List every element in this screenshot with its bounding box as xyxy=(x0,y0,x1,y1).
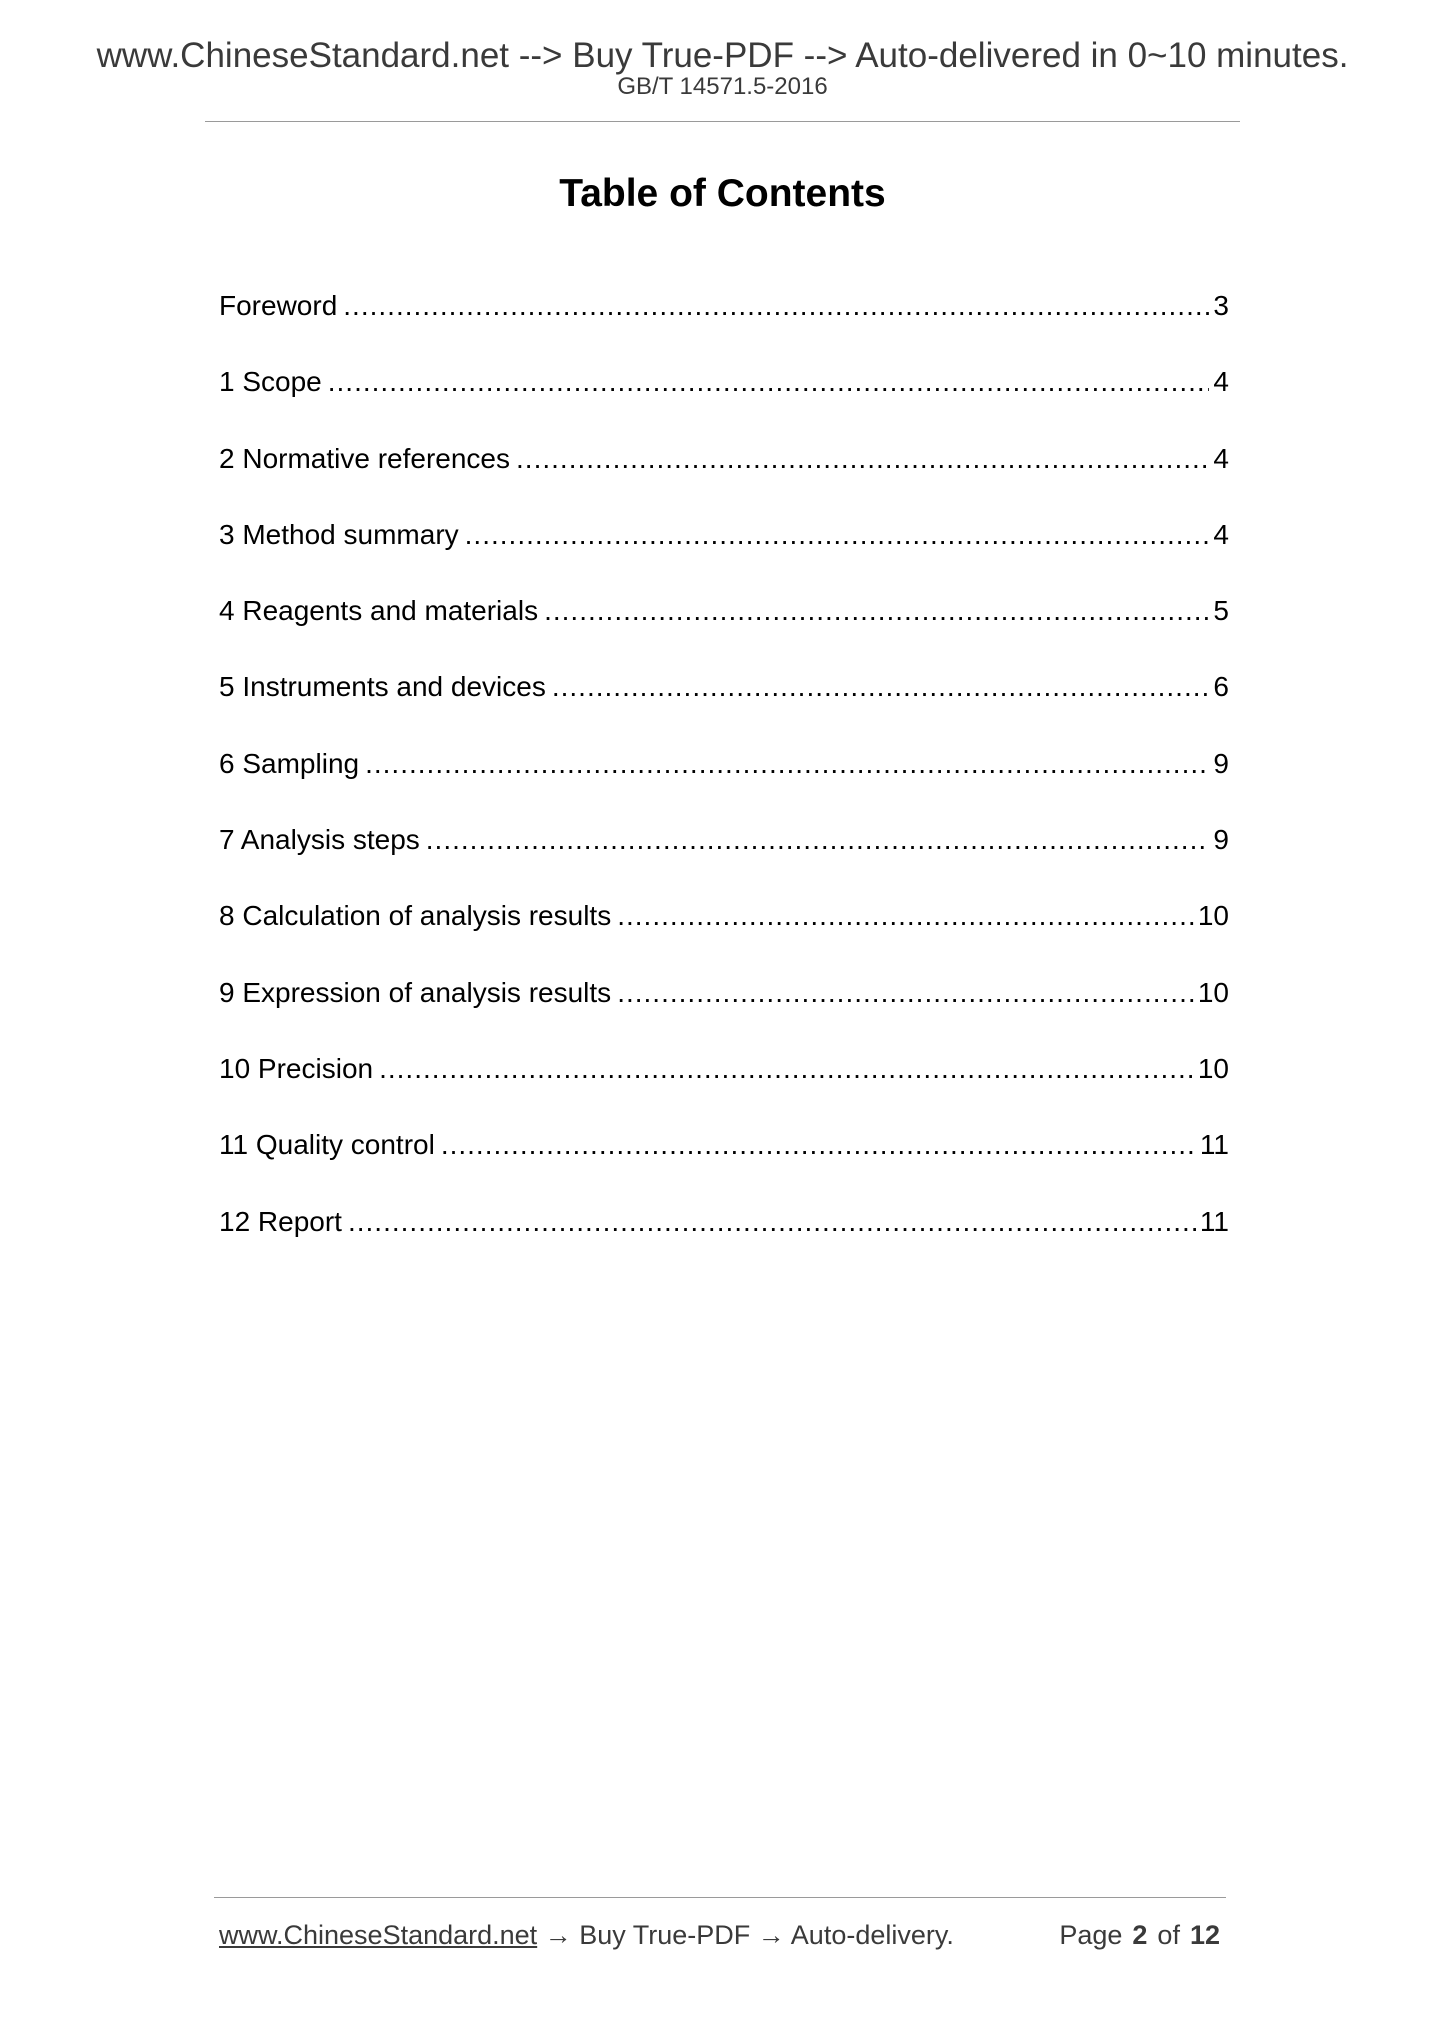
toc-dot-leader xyxy=(465,515,1210,555)
toc-entry-label: 6 Sampling xyxy=(219,747,360,779)
footer-buy-text: Buy True-PDF xyxy=(579,1920,751,1950)
toc-entry-label: 12 Report xyxy=(219,1205,342,1237)
toc-entry-page: 9 xyxy=(1213,824,1229,856)
toc-entry-page: 11 xyxy=(1199,1205,1229,1237)
footer-site-link[interactable]: www.ChineseStandard.net xyxy=(219,1920,538,1950)
toc-entry-analysis-steps[interactable] xyxy=(219,820,1229,896)
toc-entry-report[interactable] xyxy=(219,1202,1229,1278)
footer-promo xyxy=(219,1917,954,1953)
toc-entry-scope[interactable] xyxy=(219,362,1229,438)
toc-entry-label: 10 Precision xyxy=(219,1052,374,1084)
toc-dot-leader xyxy=(348,1202,1196,1242)
toc-dot-leader xyxy=(426,820,1210,860)
footer-delivery-text: Auto-delivery. xyxy=(790,1920,954,1950)
toc-entry-page: 11 xyxy=(1199,1129,1229,1161)
toc-entry-quality-control[interactable] xyxy=(219,1125,1229,1201)
toc-dot-leader xyxy=(617,896,1194,936)
standard-code: GB/T 14571.5-2016 xyxy=(617,73,828,100)
toc-entry-label: 3 Method summary xyxy=(219,518,459,550)
toc-entry-label: 8 Calculation of analysis results xyxy=(219,900,612,932)
footer-divider xyxy=(214,1897,1226,1898)
current-page-number: 2 xyxy=(1132,1920,1148,1950)
toc-entry-page: 5 xyxy=(1213,595,1229,627)
toc-entry-page: 9 xyxy=(1213,747,1229,779)
page-word: Page xyxy=(1059,1920,1123,1950)
toc-dot-leader xyxy=(552,667,1210,707)
arrow-right-icon: → xyxy=(757,1920,785,1950)
toc-entry-instruments-and-devices[interactable] xyxy=(219,667,1229,743)
page-number xyxy=(1059,1917,1220,1953)
toc-entry-label: 4 Reagents and materials xyxy=(219,595,539,627)
toc-entry-normative-references[interactable] xyxy=(219,439,1229,515)
toc-entry-page: 4 xyxy=(1213,366,1229,398)
toc-entry-calculation-of-analysis-results[interactable] xyxy=(219,896,1229,972)
toc-entry-page: 6 xyxy=(1213,671,1229,703)
page-footer xyxy=(219,1917,1224,1953)
page-title: Table of Contents xyxy=(559,172,886,215)
toc-entry-label: Foreword xyxy=(219,290,338,321)
toc-entry-label: 2 Normative references xyxy=(219,442,511,474)
toc-entry-label: 11 Quality control xyxy=(219,1129,435,1161)
toc-entry-label: 1 Scope xyxy=(219,366,322,398)
toc-entry-foreword[interactable] xyxy=(219,286,1229,362)
toc-dot-leader xyxy=(365,744,1209,784)
toc-dot-leader xyxy=(343,286,1209,326)
toc-entry-page: 3 xyxy=(1213,290,1229,321)
toc-dot-leader xyxy=(544,591,1209,631)
toc-dot-leader xyxy=(379,1049,1194,1089)
toc-entry-sampling[interactable] xyxy=(219,744,1229,820)
toc-entry-reagents-and-materials[interactable] xyxy=(219,591,1229,667)
total-page-number: 12 xyxy=(1189,1920,1220,1950)
toc-entry-label: 7 Analysis steps xyxy=(219,824,420,856)
toc-dot-leader xyxy=(328,362,1210,402)
toc-entry-label: 5 Instruments and devices xyxy=(219,671,546,703)
toc-dot-leader xyxy=(516,439,1209,479)
toc-entry-expression-of-analysis-results[interactable] xyxy=(219,973,1229,1049)
toc-entry-page: 10 xyxy=(1197,1052,1229,1084)
toc-entry-page: 4 xyxy=(1213,442,1229,474)
of-word: of xyxy=(1157,1920,1180,1950)
header-divider xyxy=(205,121,1240,122)
toc-entry-page: 10 xyxy=(1197,976,1229,1008)
toc-entry-label: 9 Expression of analysis results xyxy=(219,976,612,1008)
arrow-right-icon: → xyxy=(544,1920,572,1950)
toc-list xyxy=(219,286,1229,1278)
header-banner: www.ChineseStandard.net --> Buy True-PDF --> Auto-delivered in 0~10 minutes. xyxy=(96,36,1349,75)
toc-dot-leader xyxy=(617,973,1194,1013)
toc-entry-method-summary[interactable] xyxy=(219,515,1229,591)
toc-dot-leader xyxy=(441,1125,1196,1165)
toc-entry-page: 10 xyxy=(1197,900,1229,932)
toc-entry-page: 4 xyxy=(1213,518,1229,550)
toc-entry-precision[interactable] xyxy=(219,1049,1229,1125)
